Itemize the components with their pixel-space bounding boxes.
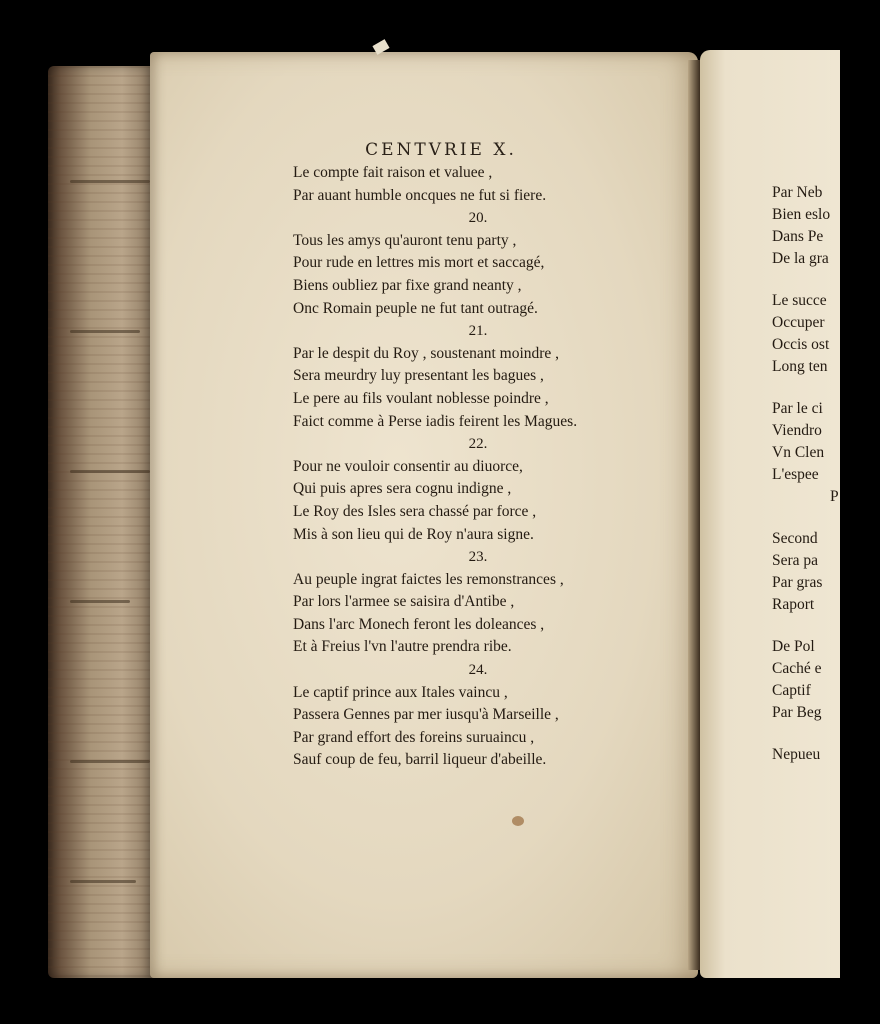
right-verse-line: De Pol [772, 638, 815, 655]
right-verse-line: Dans Pe [772, 228, 824, 245]
marble-streak [70, 600, 130, 603]
right-verse-line: Par gras [772, 574, 823, 591]
stanza-gap [772, 270, 840, 290]
right-verse-line: Nepueu [772, 746, 821, 763]
verse-line: Sera meurdry luy presentant les bagues , [293, 367, 544, 385]
verse-line: Par grand effort des foreins suruaincu , [293, 728, 535, 746]
verse-line: Pour rude en lettres mis mort et saccagé, [293, 254, 545, 272]
page-stain [512, 816, 524, 826]
verse-line: Et à Freius l'vn l'autre prendra ribe. [293, 638, 512, 656]
right-page-text [772, 182, 840, 766]
right-verse-line: Caché e [772, 660, 822, 677]
right-verse-line: De la gra [772, 250, 829, 267]
right-verse-line: Par le ci [772, 400, 823, 417]
right-verse-line: Par Beg [772, 704, 822, 721]
verse-line: Le compte fait raison et valuee , [293, 164, 493, 181]
marble-streak [70, 880, 136, 883]
book-fore-edge [48, 66, 154, 978]
verse-line: Le pere au fils voulant noblesse poindre , [293, 389, 549, 407]
right-verse-line: L'espee [772, 466, 819, 483]
right-verse-line: Bien eslo [772, 206, 831, 223]
quatrain-number: 20. [468, 210, 488, 227]
right-verse-line: Sera pa [772, 552, 819, 569]
right-verse-line: Long ten [772, 358, 828, 375]
verse-line: Passera Gennes par mer iusqu'à Marseille , [293, 706, 559, 724]
marble-streak [70, 470, 150, 473]
right-verse-line: Le succe [772, 292, 827, 309]
verse-line: Par auant humble oncques ne fut si fiere. [293, 186, 547, 204]
marble-streak [70, 180, 150, 183]
running-head: CENTVRIE X. [365, 140, 517, 160]
verse-line: Par le despit du Roy , soustenant moindre , [293, 344, 560, 362]
verse-line: Par lors l'armee se saisira d'Antibe , [293, 593, 515, 611]
stanza-gap [772, 616, 840, 636]
marble-streak [70, 330, 140, 333]
verse-line: Sauf coup de feu, barril liqueur d'abeille. [293, 751, 547, 769]
verse-line: Le captif prince aux Itales vaincu , [293, 683, 508, 701]
verse-line: Mis à son lieu qui de Roy n'aura signe. [293, 525, 534, 543]
stanza-gap [772, 724, 840, 744]
verse-line: Faict comme à Perse iadis feirent les Magues. [293, 412, 578, 430]
verse-line: Le Roy des Isles sera chassé par force , [293, 502, 537, 520]
right-verse-line: P [830, 488, 839, 505]
verse-line: Dans l'arc Monech feront les doleances , [293, 615, 545, 633]
stanza-gap [772, 508, 840, 528]
right-verse-line: Viendro [772, 422, 822, 439]
marble-streak [70, 760, 150, 763]
quatrain-number: 21. [468, 323, 488, 340]
quatrain-number: 24. [468, 662, 488, 679]
right-verse-line: Second [772, 530, 818, 547]
verse-line: Qui puis apres sera cognu indigne , [293, 480, 512, 498]
right-verse-line: Occuper [772, 314, 825, 331]
verse-line: Au peuple ingrat faictes les remonstrances , [293, 570, 564, 588]
right-verse-line: Occis ost [772, 336, 830, 353]
quatrain-number: 22. [468, 436, 488, 453]
right-verse-line: Raport [772, 596, 815, 613]
stanza-gap [772, 378, 840, 398]
verse-line: Tous les amys qu'auront tenu party , [293, 231, 517, 249]
verse-line: Biens oubliez par fixe grand neanty , [293, 276, 522, 294]
quatrain-number: 23. [468, 549, 488, 566]
right-verse-line: Par Neb [772, 184, 823, 201]
right-verse-line: Captif [772, 682, 811, 699]
verse-line: Pour ne vouloir consentir au diuorce, [293, 457, 523, 475]
verse-text [293, 162, 633, 772]
verse-line: Onc Romain peuple ne fut tant outragé. [293, 299, 538, 317]
right-verse-line: Vn Clen [772, 444, 825, 461]
